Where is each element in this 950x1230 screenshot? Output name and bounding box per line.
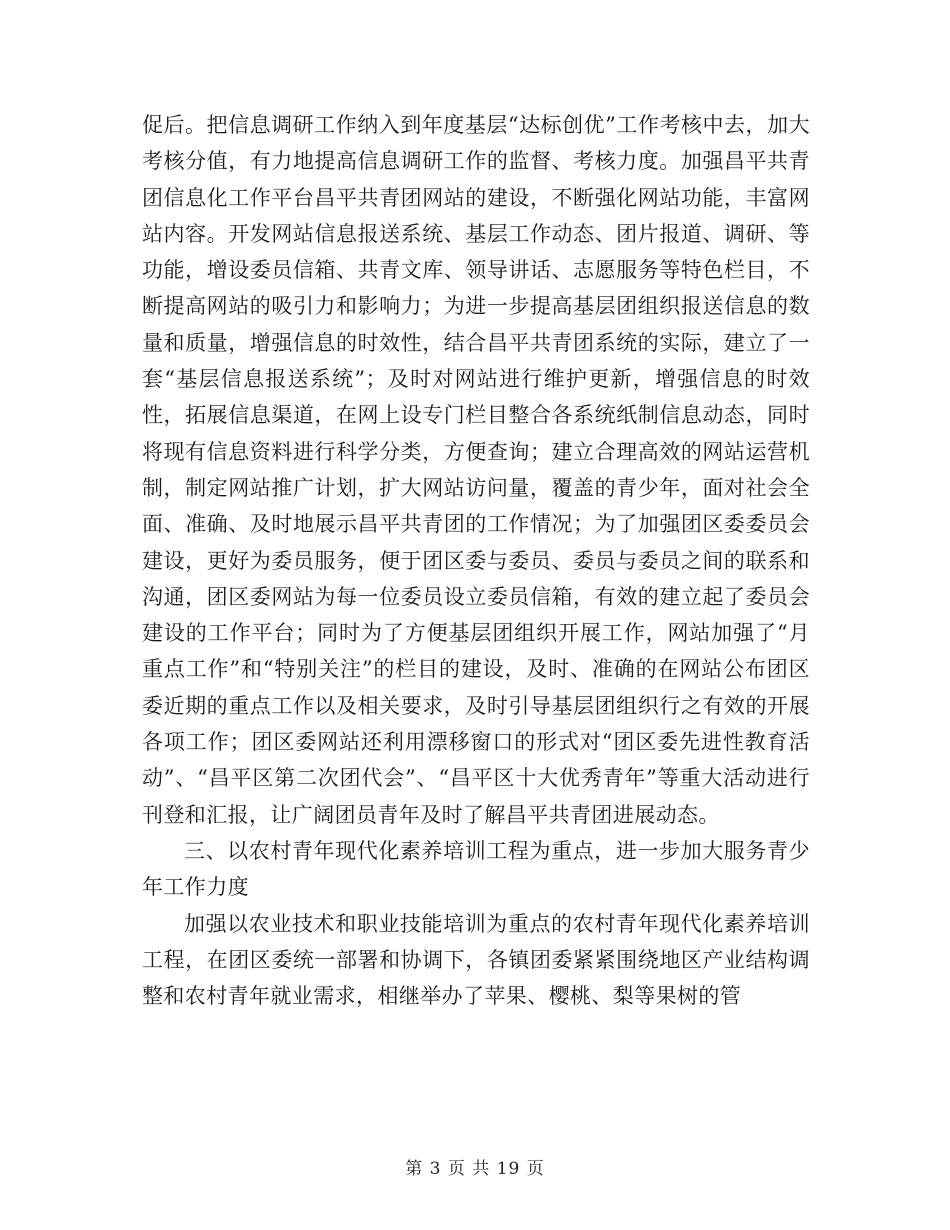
body-paragraph-training: 加强以农业技术和职业技能培训为重点的农村青年现代化素养培训工程，在团区委统一部署和协调下，各镇团委紧紧围绕地区产业结构调整和农村青年就业需求，相继举办了苹果、樱桃、梨等果树的管 [142, 911, 810, 1009]
document-body [142, 107, 810, 1014]
body-paragraph-continued: 促后。把信息调研工作纳入到年度基层“达标创优”工作考核中去，加大考核分值，有力地提高信息调研工作的监督、考核力度。加强昌平共青团信息化工作平台昌平共青团网站的建设，不断强化网站功能，丰富网站内容。开发网站信息报送系统、基层工作动态、团片报道、调研、等功能，增设委员信箱、共青文库、领导讲话、志愿服务等特色栏目，不断提高网站的吸引力和影响力；为进一步提高基层团组织报送信息的数量和质量，增强信息的时效性，结合昌平共青团系统的实际，建立了一套“基层信息报送系统”；及时对网站进行维护更新，增强信息的时效性，拓展信息渠道，在网上设专门栏目整合各系统纸制信息动态，同时将现有信息资料进行科学分类，方便查询；建立合理高效的网站运营机制，制定网站推广计划，扩大网站访问量，覆盖的青少年，面对社会全面、准确、及时地展示昌平共青团的工作情况；为了加强团区委委员会建设，更好为委员服务，便于团区委与委员、委员与委员之间的联系和沟通，团区委网站为每一位委员设立委员信箱，有效的建立起了委员会建设的工作平台；同时为了方便基层团组织开展工作，网站加强了“月重点工作”和“特别关注”的栏目的建设，及时、准确的在网站公布团区委近期的重点工作以及相关要求，及时引导基层团组织行之有效的开展各项工作；团区委网站还利用漂移窗口的形式对“团区委先进性教育活动”、“昌平区第二次团代会”、“昌平区十大优秀青年”等重大活动进行刊登和汇报，让广阔团员青年及时了解昌平共青团进展动态。 [142, 113, 810, 827]
section-heading-three: 三、以农村青年现代化素养培训工程为重点，进一步加大服务青少年工作力度 [142, 838, 810, 900]
page-number-footer: 第 3 页 共 19 页 [405, 1159, 545, 1179]
